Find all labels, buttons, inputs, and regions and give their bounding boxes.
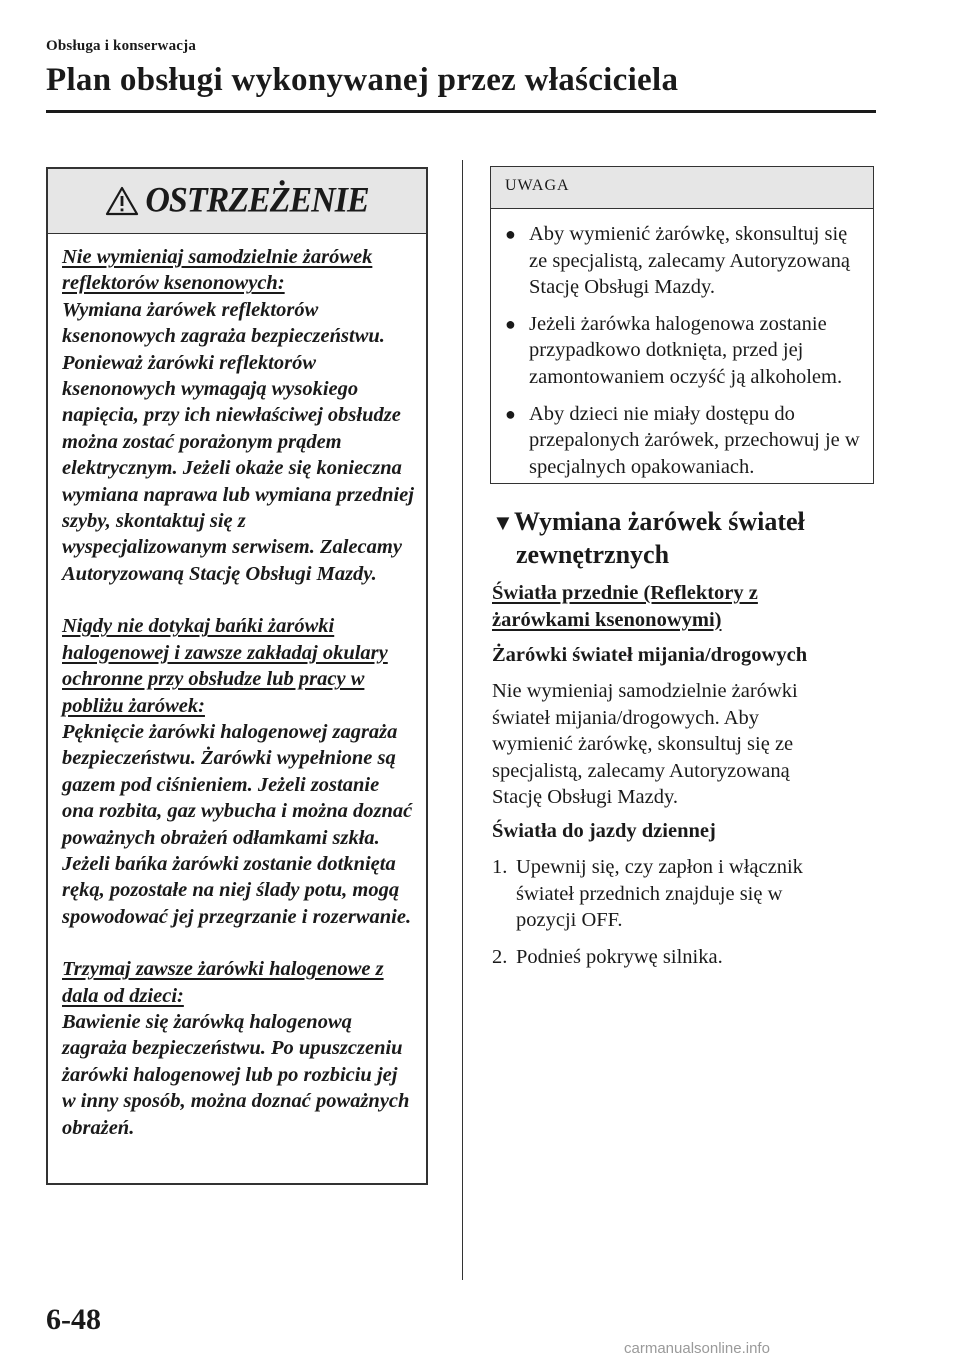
note-title: UWAGA <box>491 167 873 209</box>
section-heading-line1: Wymiana żarówek świateł <box>514 507 805 536</box>
note-item-text: Aby wymienić żarówkę, skonsultuj się ze specjalistą, zalecamy Autoryzowaną Stację Obsługi Mazdy. <box>529 223 851 299</box>
warning-triangle-icon <box>105 186 139 216</box>
triangle-marker-icon: ▼ <box>492 510 514 535</box>
subsection-heading: Światła przednie (Reflektory z żarówkami ksenonowymi) <box>492 582 758 631</box>
bullet-icon: ● <box>505 403 516 424</box>
warning-heading-halogen: Nigdy nie dotykaj bańki żarówki halogenowej i zawsze zakładaj okulary ochronne przy obsłudze lub pracy w pobliżu żarówek: <box>62 615 388 717</box>
section-heading <box>492 506 805 571</box>
step-number: 2. <box>492 945 508 968</box>
warning-box <box>46 167 428 1185</box>
warning-text-children: Bawienie się żarówką halogenową zagraża bezpieczeństwu. Po upuszczeniu żarówki halogenowej lub po rozbiciu jej w inny sposób, można doznać poważnych obrażeń. <box>62 1010 410 1139</box>
bullet-icon: ● <box>505 224 516 244</box>
lowbeam-text: Nie wymieniaj samodzielnie żarówki świateł mijania/drogowych. Aby wymienić żarówkę, skonsultuj się ze specjalistą, zalecamy Autoryzowaną Stację Obsługi Mazdy. <box>492 680 798 809</box>
page-title: Plan obsługi wykonywanej przez właściciela <box>46 62 679 98</box>
step-list <box>492 854 812 970</box>
column-divider <box>462 160 463 1280</box>
warning-body <box>48 234 426 1141</box>
watermark: carmanualsonline.info <box>624 1340 770 1357</box>
title-rule <box>46 110 876 113</box>
warning-text-xenon: Wymiana żarówek reflektorów ksenonowych zagraża bezpieczeństwu. Ponieważ żarówki reflektorów ksenonowych wymagają wysokiego napięcia, przy ich niewłaściwej obsłudze można zostać porażonym prądem elektrycznym. Jeżeli okaże się konieczna wymiana naprawa lub wymiana przedniej szyby, skontaktuj się z wyspecjalizowanym serwisem. Zalecamy Autoryzowaną Stację Obsługi Mazdy. <box>62 298 414 585</box>
warning-header <box>48 169 426 234</box>
section-heading-line2: zewnętrznych <box>516 540 670 569</box>
warning-text-halogen: Pęknięcie żarówki halogenowej zagraża bezpieczeństwu. Żarówki wypełnione są gazem pod ciśnieniem. Jeżeli zostanie ona rozbita, gaz wybucha i można doznać poważnych obrażeń odłamkami szkła. <box>62 720 413 849</box>
note-item-text: Jeżeli żarówka halogenowa zostanie przypadkowo dotknięta, przed jej zamontowaniem oczyść ją alkoholem. <box>529 312 843 388</box>
list-item <box>492 944 812 971</box>
list-item <box>505 221 863 301</box>
lowbeam-heading: Żarówki świateł mijania/drogowych <box>492 644 808 666</box>
warning-heading-children: Trzymaj zawsze żarówki halogenowe z dala od dzieci: <box>62 958 384 1007</box>
warning-heading-xenon: Nie wymieniaj samodzielnie żarówek reflektorów ksenonowych: <box>62 246 373 295</box>
step-number: 1. <box>492 856 508 878</box>
step-text: Podnieś pokrywę silnika. <box>516 945 723 968</box>
drl-heading: Światła do jazdy dziennej <box>492 820 716 842</box>
list-item <box>492 854 812 934</box>
section-label: Obsługa i konserwacja <box>46 38 197 54</box>
warning-title: OSTRZEŻENIE <box>145 181 369 220</box>
note-item-text: Aby dzieci nie miały dostępu do przepalonych żarówek, przechowuj je w specjalnych opakowaniach. <box>529 402 860 478</box>
step-text: Upewnij się, czy zapłon i włącznik świateł przednich znajduje się w pozycji OFF. <box>516 856 803 932</box>
list-item <box>505 311 863 391</box>
warning-text-halogen-2: Jeżeli bańka żarówki zostanie dotknięta ręką, pozostałe na niej ślady potu, mogą spowodować jej przegrzanie i rozerwanie. <box>62 852 412 928</box>
note-box <box>490 166 874 484</box>
note-body <box>491 209 873 480</box>
list-item <box>505 401 863 481</box>
bullet-icon: ● <box>505 313 516 334</box>
page-number: 6-48 <box>46 1303 101 1336</box>
